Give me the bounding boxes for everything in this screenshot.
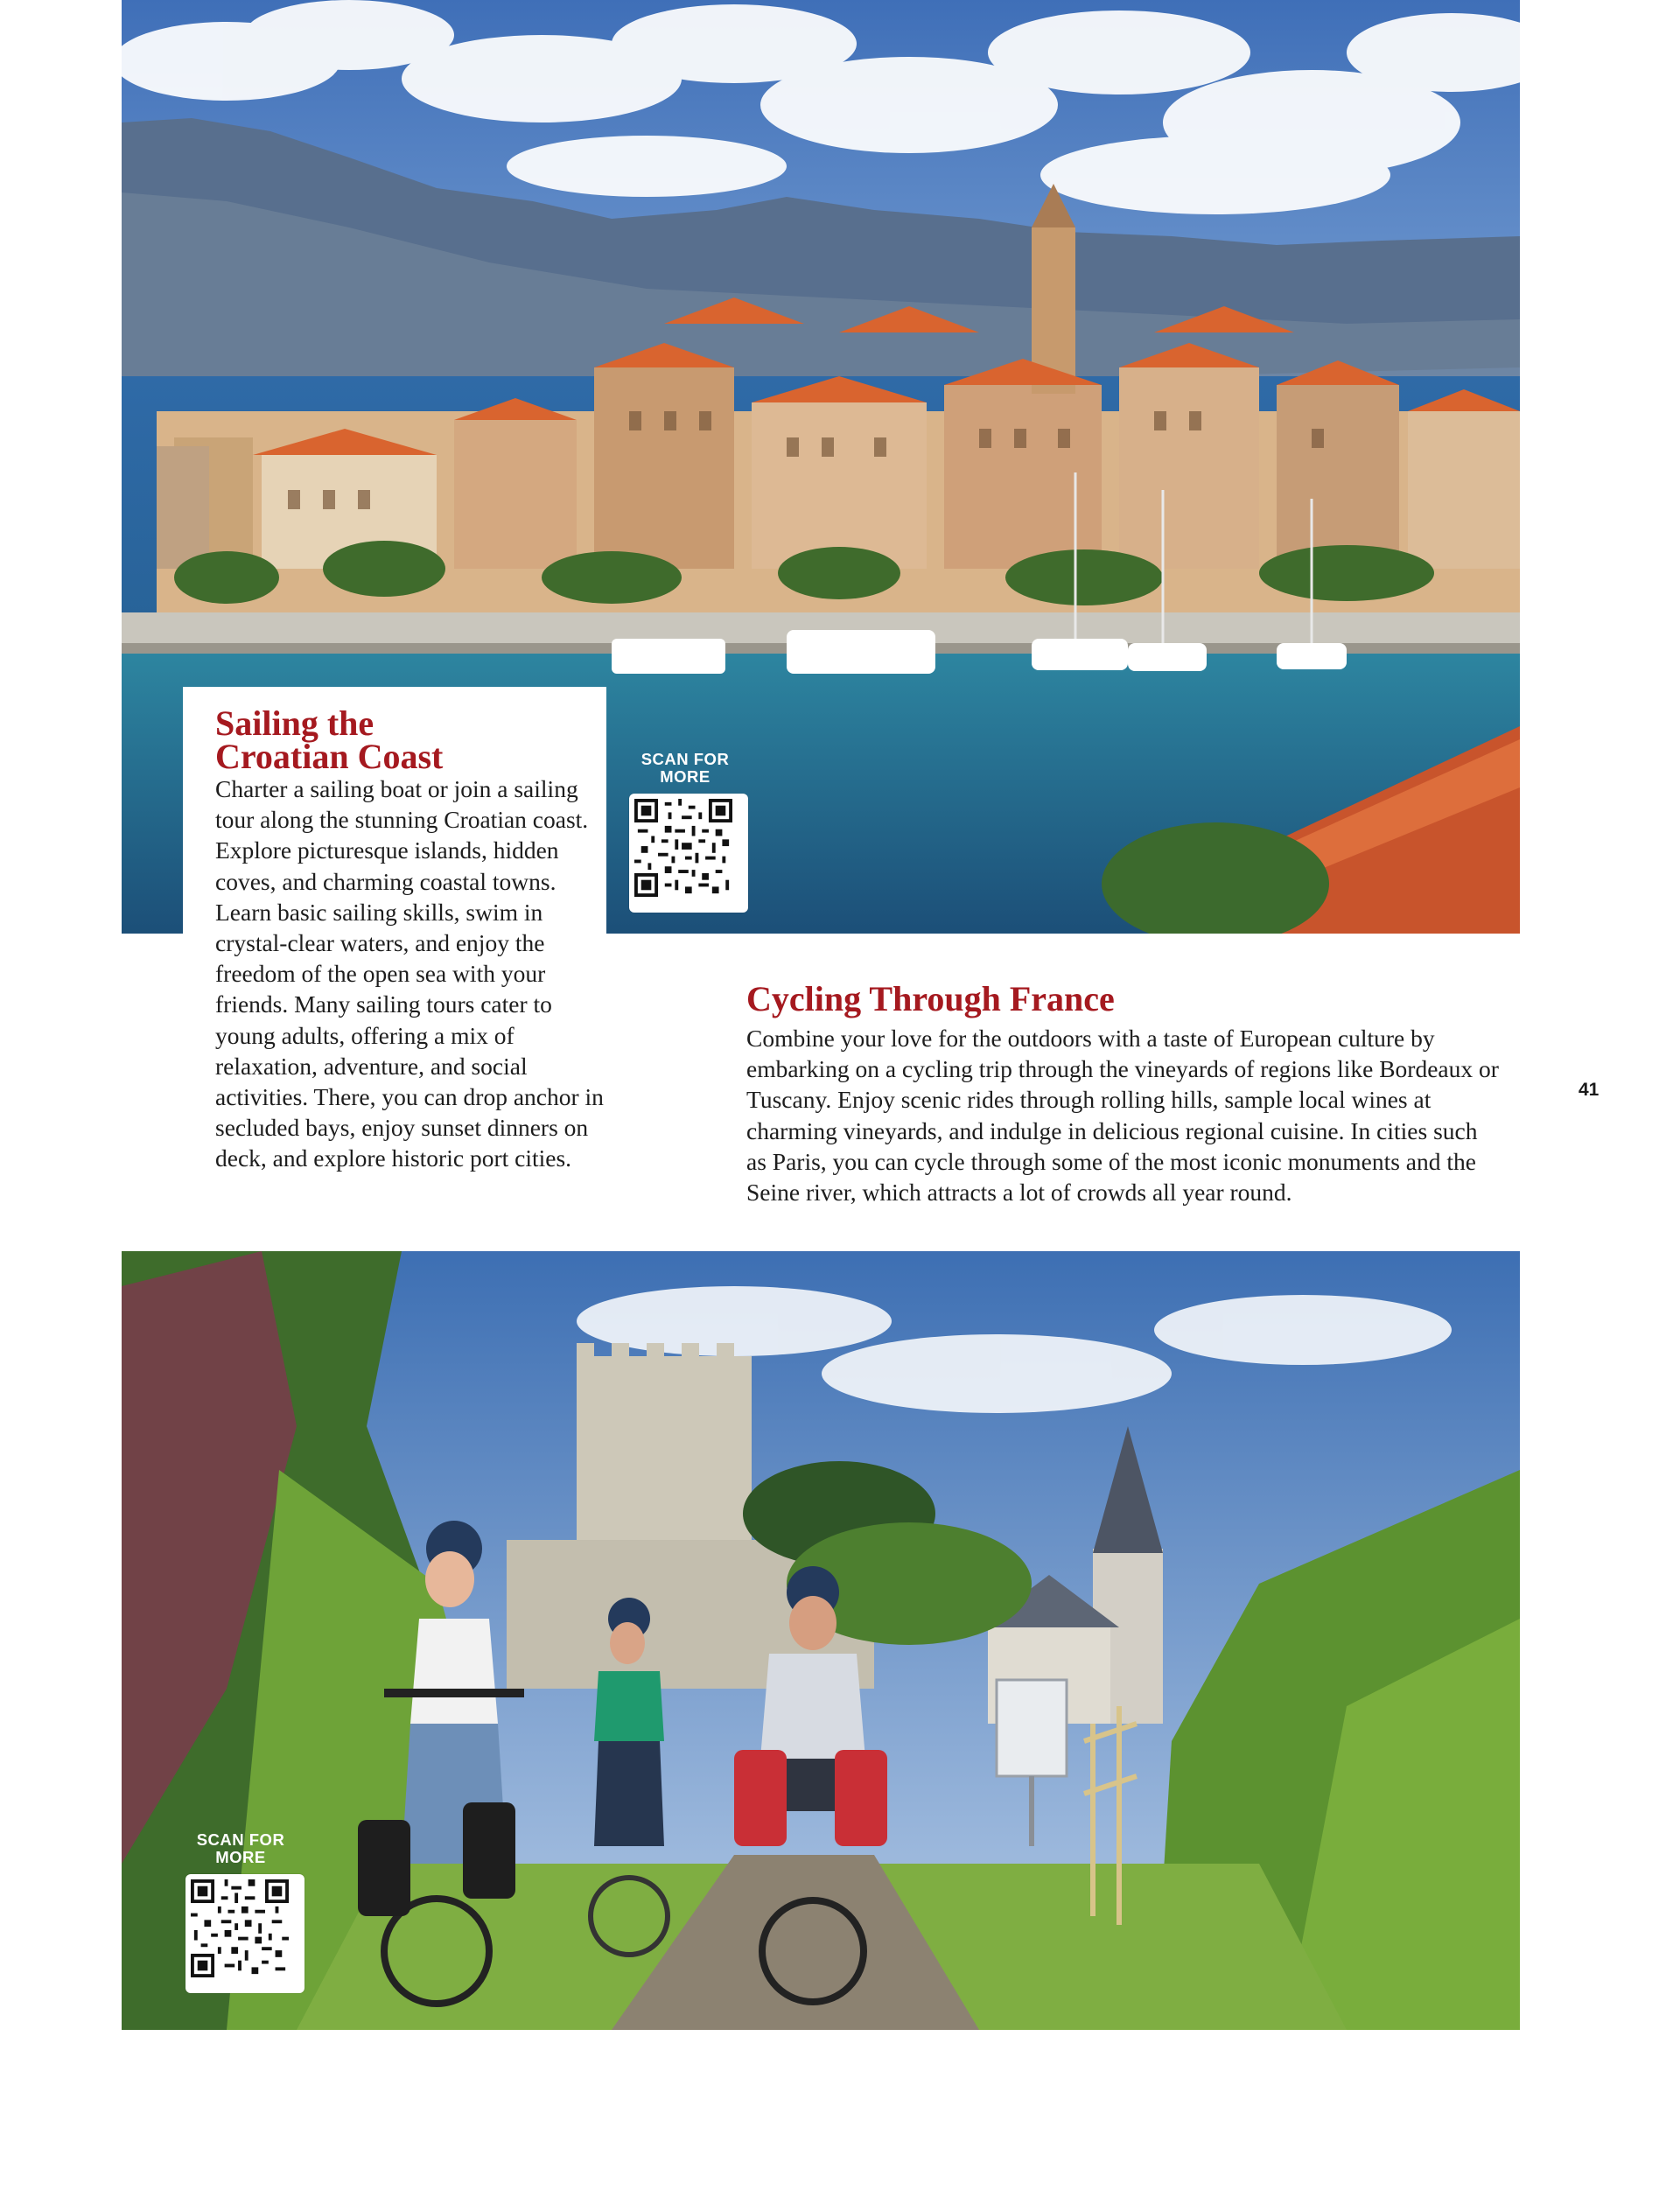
- page-number: 41: [1578, 1080, 1600, 1100]
- scan-label-line2: MORE: [215, 1848, 266, 1866]
- sailing-body-text: Charter a sailing boat or join a sailing tour along the stunning Croatian coast. Explore picturesque islands, hidden coves, and charming coastal towns. Learn basic sailing skills, swim in crystal-clear waters, and enjoy the freedom of the open sea with your friends. Many sailing tours cater to young adults, offering a mix of relaxation, adventure, and social activities. There, you can drop anchor in secluded bays, enjoy sunset dinners on deck, and explore historic port cities.: [215, 775, 604, 1172]
- cycling-body-text: Combine your love for the outdoors with a taste of European culture by embarking on a cycling trip through the vineyards of regions like Bordeaux or Tuscany. Enjoy scenic rides through rolling hills, sample local wines at charming vineyards, and indulge in delicious regional cuisine. In cities such as Paris, you can cycle through some of the most iconic monuments and the Seine river, which attracts a lot of crowds all year round.: [746, 1025, 1499, 1207]
- scan-label-line1: SCAN FOR: [196, 1830, 285, 1849]
- cycling-title: Cycling Through France: [746, 979, 1115, 1018]
- sailing-title-line1: Sailing the: [215, 703, 374, 743]
- qr-code-icon: [191, 1879, 289, 1977]
- scan-label-line2: MORE: [660, 767, 710, 786]
- cycling-france-photo: [122, 1251, 1520, 2030]
- qr-code-sailing[interactable]: [629, 794, 748, 913]
- scan-for-more-label: [624, 751, 746, 786]
- scan-label-line1: SCAN FOR: [640, 750, 730, 768]
- qr-code-cycling[interactable]: [186, 1874, 304, 1993]
- sailing-title: [215, 703, 583, 776]
- scan-for-more-label: [179, 1831, 302, 1866]
- sailing-title-line2: Croatian Coast: [215, 737, 444, 776]
- qr-code-icon: [634, 799, 732, 897]
